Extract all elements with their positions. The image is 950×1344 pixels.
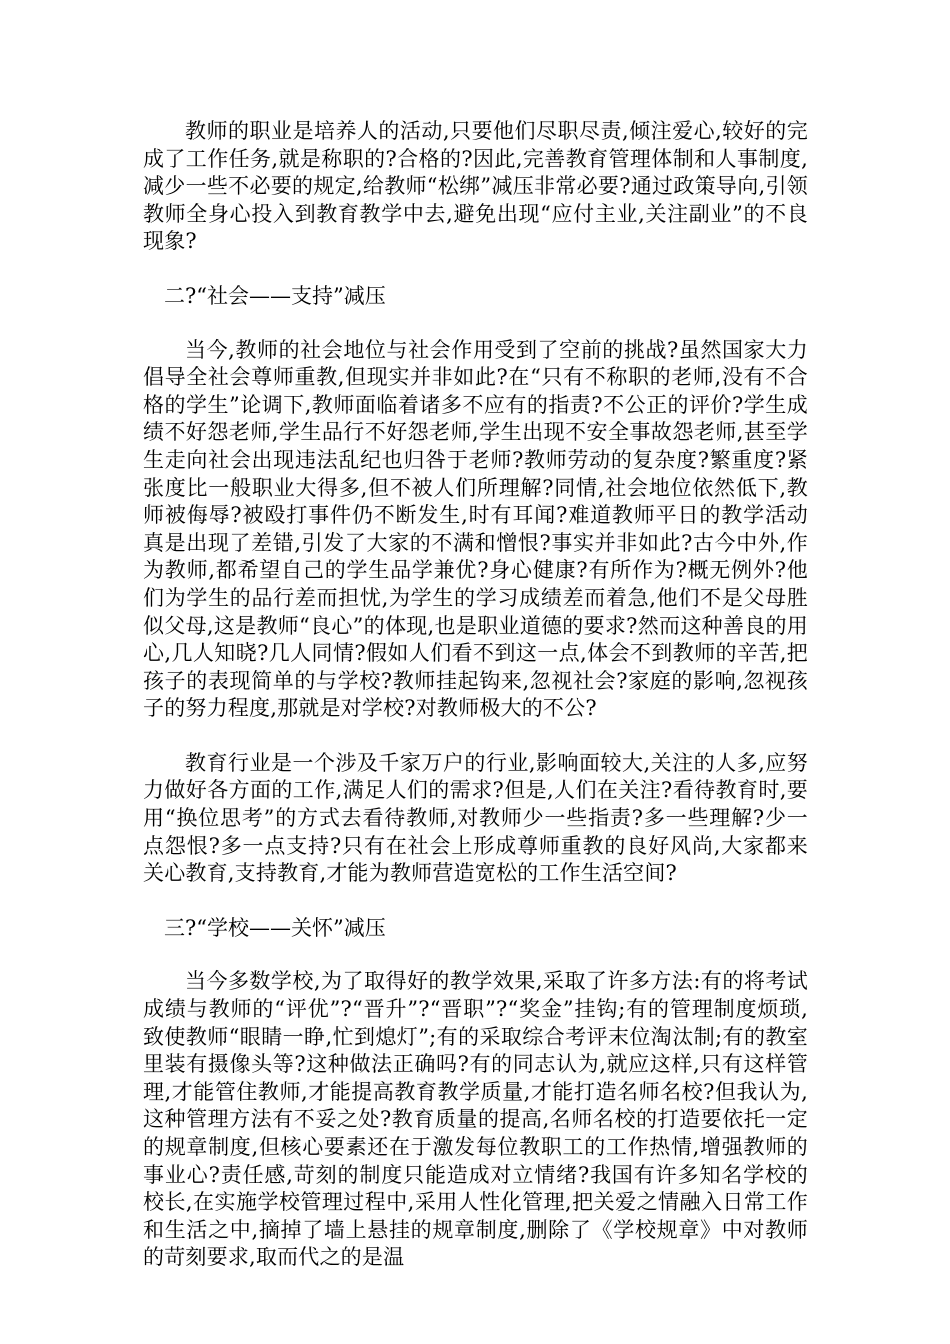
section-heading-school-care: 三?“学校——关怀”减压 (164, 915, 386, 940)
paragraph-education-industry: 教育行业是一个涉及千家万户的行业,影响面较大,关注的人多,应努力做好各方面的工作,满足人们的需求?但是,人们在关注?看待教育时,要用“换位思考”的方式去看待教师,对教师少一些指责?多一些理解?少一点怨恨?多一点支持?只有在社会上形成尊师重教的良好风尚,大家都来关心教育,支持教育,才能为教师营造宽松的工作生活空间? (143, 750, 808, 886)
paragraph-school-management: 当今多数学校,为了取得好的教学效果,采取了许多方法:有的将考试成绩与教师的“评优”?“晋升”?“晋职”?“奖金”挂钩;有的管理制度烦琐,致使教师“眼睛一睁,忙到熄灯”;有的采取综合考评末位淘汰制;有的教室里装有摄像头等?这种做法正确吗?有的同志认为,就应这样,只有这样管理,才能管住教师,才能提高教育教学质量,才能打造名师名校?但我认为,这种管理方法有不妥之处?教育质量的提高,名师名校的打造要依托一定的规章制度,但核心要素还在于激发每位教职工的工作热情,增强教师的事业心?责任感,苛刻的制度只能造成对立情绪?我国有许多知名学校的校长,在实施学校管理过程中,采用人性化管理,把关爱之情融入日常工作和生活之中,摘掉了墙上悬挂的规章制度,删除了《学校规章》中对教师的苛刻要求,取而代之的是温 (143, 969, 808, 1270)
document-page (143, 118, 808, 1299)
paragraph-teacher-profession: 教师的职业是培养人的活动,只要他们尽职尽责,倾注爱心,较好的完成了工作任务,就是称职的?合格的?因此,完善教育管理体制和人事制度,减少一些不必要的规定,给教师“松绑”减压非常必要?通过政策导向,引领教师全身心投入到教育教学中去,避免出现“应付主业,关注副业”的不良现象? (143, 119, 808, 254)
paragraph-social-status: 当今,教师的社会地位与社会作用受到了空前的挑战?虽然国家大力倡导全社会尊师重教,但现实并非如此?在“只有不称职的老师,没有不合格的学生”论调下,教师面临着诸多不应有的指责?不公正的评价?学生成绩不好怨老师,学生品行不好怨老师,学生出现不安全事故怨老师,甚至学生走向社会出现违法乱纪也归咎于老师?教师劳动的复杂度?繁重度?紧张度比一般职业大得多,但不被人们所理解?同情,社会地位依然低下,教师被侮辱?被殴打事件仍不断发生,时有耳闻?难道教师平日的教学活动真是出现了差错,引发了大家的不满和憎恨?事实并非如此?古今中外,作为教师,都希望自己的学生品学兼优?身心健康?有所作为?概无例外?他们为学生的品行差而担忧,为学生的学习成绩差而着急,他们不是父母胜似父母,这是教师“良心”的体现,也是职业道德的要求?然而这种善良的用心,几人知晓?几人同情?假如人们看不到这一点,体会不到教师的辛苦,把孩子的表现简单的与学校?教师挂起钩来,忽视社会?家庭的影响,忽视孩子的努力程度,那就是对学校?对教师极大的不公? (143, 337, 808, 721)
section-heading-society-support: 二?“社会——支持”减压 (164, 283, 386, 308)
